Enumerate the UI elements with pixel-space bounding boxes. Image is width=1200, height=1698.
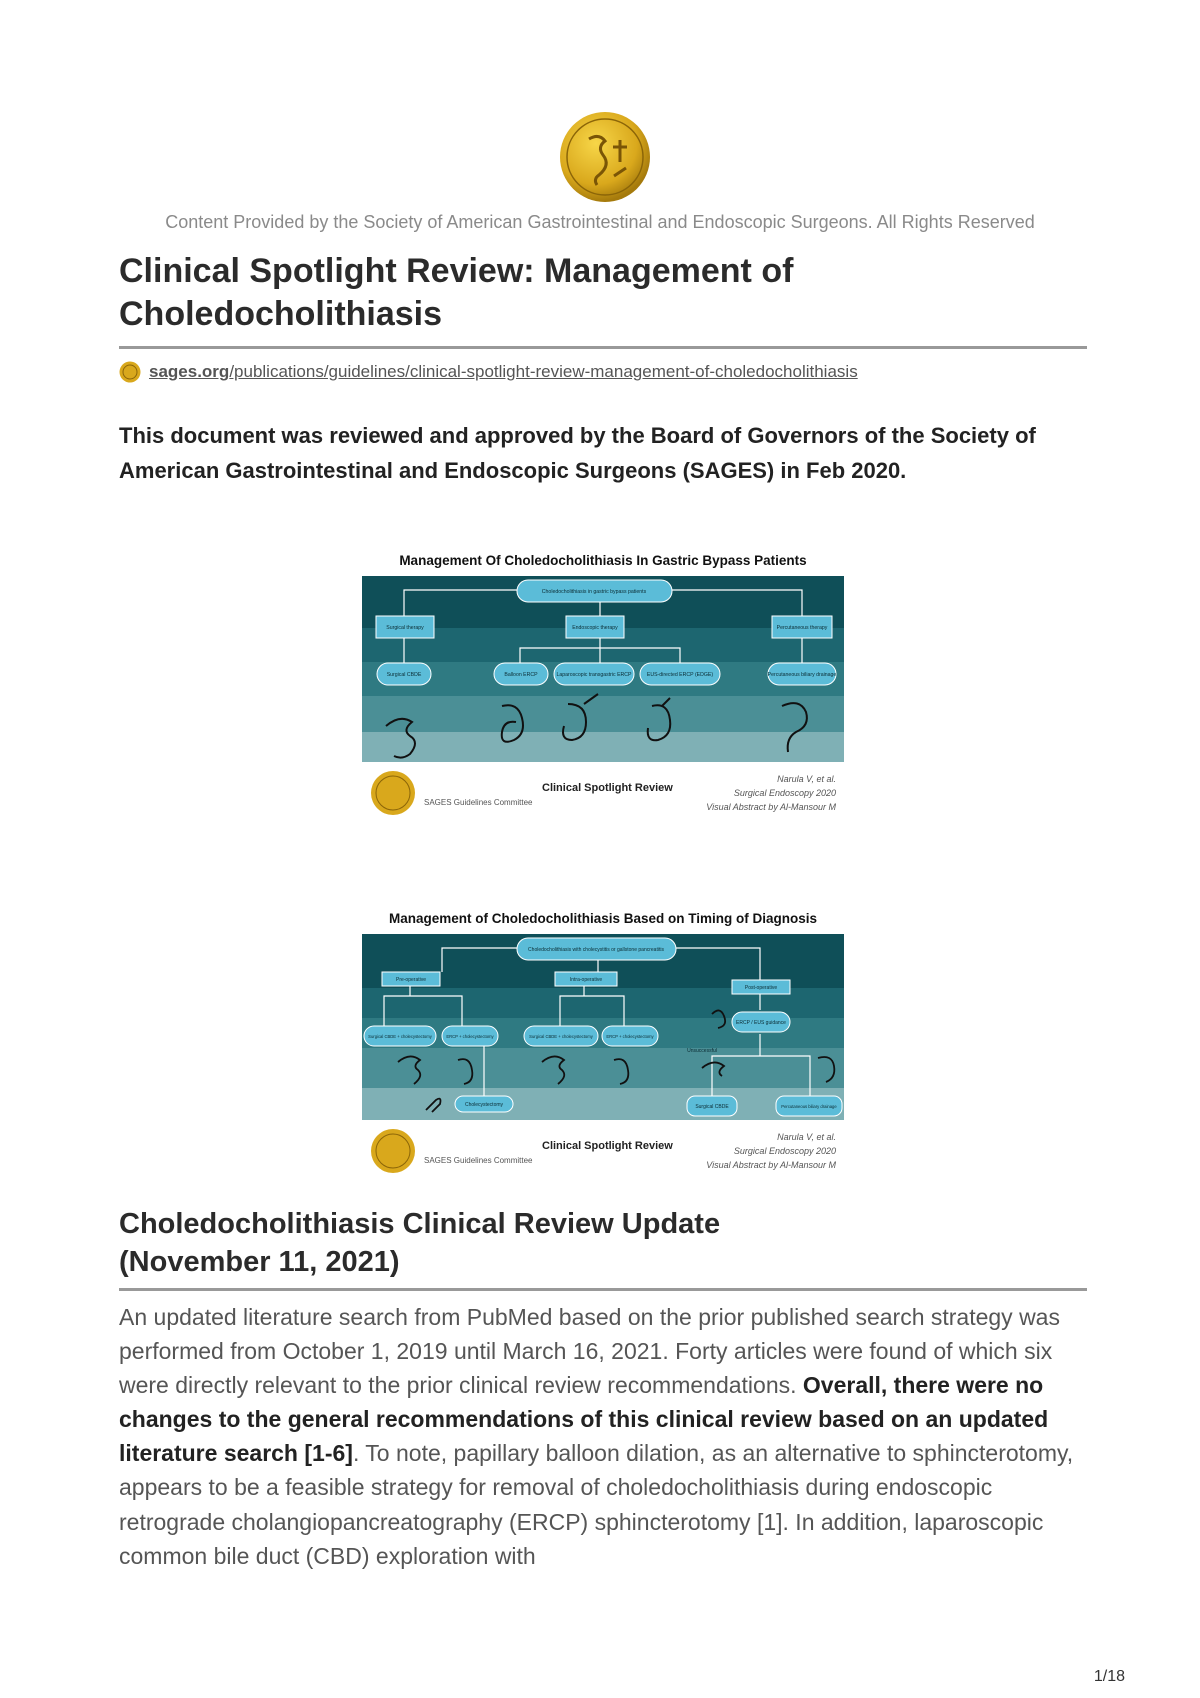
fc-bottom-label: Surgical CBDE (695, 1104, 729, 1110)
fc-branch-label: Endoscopic therapy (572, 625, 618, 631)
figure-timing-of-diagnosis (362, 910, 844, 1178)
favicon-icon (119, 361, 141, 383)
figure-seal-icon (370, 1128, 416, 1174)
content-credit: Content Provided by the Society of American Gastrointestinal and Endoscopic Surgeons. All Rights Reserved (165, 212, 1035, 232)
update-divider (119, 1288, 1087, 1291)
update-key-finding: Overall, there were no changes to the general recommendations of this clinical review based on an updated literature search [1-6] (119, 1372, 1049, 1467)
fc-leaf-label: Percutaneous biliary drainage (767, 672, 837, 678)
fc-top-label: Choledocholithiasis in gastric bypass patients (541, 589, 647, 595)
figure-footer (362, 1120, 844, 1178)
page-number: 1/18 (1093, 1668, 1125, 1685)
fc-leaf-label: Balloon ERCP (504, 672, 538, 678)
figure-footer-label: Clinical Spotlight Review (542, 1140, 673, 1152)
update-paragraph: An updated literature search from PubMed based on the prior published search strategy was performed from October 1, 2019 until March 16, 2021. Forty articles were found of which six were directly relevant to the prior clinical review recommendations. Overall, there were no changes to the general recommendations of this clinical review based on an updated literature search [1-6]. To note, papillary balloon dilation, as an alternative to sphincterotomy, appears to be a feasible strategy for removal of choledocholithiasis during endoscopic retrograde cholangiopancreatography (ERCP) sphincterotomy [1]. In addition, laparoscopic common bile duct (CBD) exploration with (119, 1304, 1074, 1569)
fc-fail-label: Unsuccessful (687, 1048, 717, 1054)
fc-leaf-label: Surgical CBDE (386, 672, 422, 678)
figure-committee: SAGES Guidelines Committee (424, 798, 533, 807)
source-path: /publications/guidelines/clinical-spotlight-review-management-of-choledocholithiasis (229, 362, 858, 381)
flowchart-gastric-bypass (362, 576, 844, 762)
figure-footer-label: Clinical Spotlight Review (542, 782, 673, 794)
fc-leaf-label: Surgical CBDE + cholecystectomy (529, 1034, 593, 1039)
figure-gastric-bypass (362, 552, 844, 820)
source-link-row[interactable] (119, 360, 858, 384)
fc-branch-label: Pre-operative (395, 977, 427, 983)
figure-seal-icon (370, 770, 416, 816)
fc-branch-label: Percutaneous therapy (776, 625, 828, 631)
fc-leaf-label: ERCP + cholecystectomy (606, 1034, 654, 1039)
figure-title: Management of Choledocholithiasis Based on Timing of Diagnosis (388, 911, 818, 926)
fc-leaf-label: Surgical CBDE + cholecystectomy (368, 1034, 432, 1039)
page-title: Clinical Spotlight Review: Management of Choledocholithiasis (119, 252, 794, 333)
figure-title: Management Of Choledocholithiasis In Gastric Bypass Patients (399, 553, 807, 568)
source-link[interactable] (149, 362, 858, 382)
update-heading: Choledocholithiasis Clinical Review Update (November 11, 2021) (119, 1208, 721, 1278)
fc-bottom-label: Percutaneous biliary drainage (781, 1104, 837, 1109)
flowchart-timing-of-diagnosis (362, 934, 844, 1120)
figure-citation: Narula V, et al. Surgical Endoscopy 2020 Visual Abstract by Al-Mansour M (706, 774, 836, 812)
title-divider (119, 346, 1087, 349)
fc-leaf-label: Laparoscopic transgastric ERCP (556, 672, 632, 678)
fc-leaf-label: EUS-directed ERCP (EDGE) (646, 672, 714, 678)
fc-bottom-label: Cholecystectomy (464, 1102, 504, 1108)
sages-seal-icon (559, 111, 651, 203)
fc-leaf-label: ERCP / EUS guidance (736, 1020, 786, 1026)
fc-branch-label: Surgical therapy (386, 625, 424, 631)
approval-statement: This document was reviewed and approved by the Board of Governors of the Society of American Gastrointestinal and Endoscopic Surgeons (SAGES) in Feb 2020. (119, 423, 1036, 483)
figure-footer (362, 762, 844, 820)
fc-branch-label: Post-operative (744, 985, 778, 991)
fc-branch-label: Intra-operative (569, 977, 603, 983)
fc-top-label: Choledocholithiasis with cholecystitis or gallstone pancreatitis (528, 947, 664, 953)
figure-committee: SAGES Guidelines Committee (424, 1156, 533, 1165)
source-domain: sages.org (149, 362, 230, 381)
fc-leaf-label: ERCP + cholecystectomy (446, 1034, 494, 1039)
figure-citation: Narula V, et al. Surgical Endoscopy 2020 Visual Abstract by Al-Mansour M (706, 1132, 836, 1170)
